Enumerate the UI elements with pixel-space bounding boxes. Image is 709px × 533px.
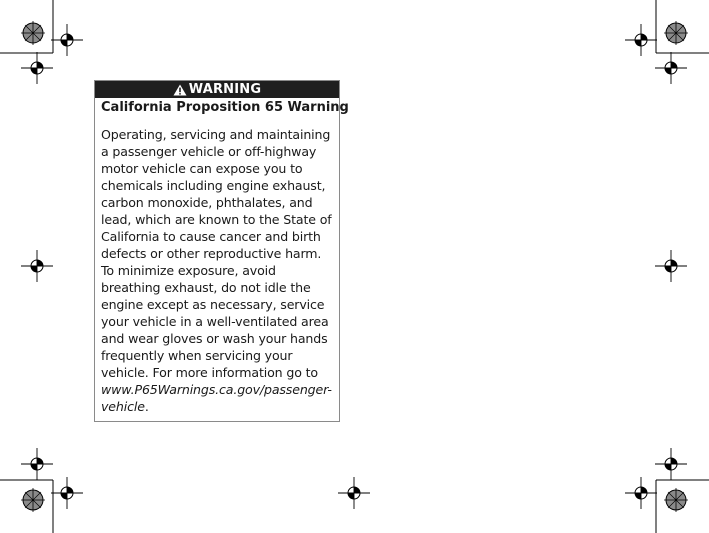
body-line: motor vehicle can expose you to <box>101 161 303 176</box>
body-line: a passenger vehicle or off-highway <box>101 144 317 159</box>
p65-url-link[interactable]: www.P65Warnings.ca.gov/passenger- <box>101 382 332 397</box>
warning-header-label: WARNING <box>188 82 262 97</box>
body-line: California to cause cancer and birth <box>101 229 321 244</box>
p65-url-link-continued[interactable]: vehicle <box>101 399 145 414</box>
body-line: Operating, servicing and maintaining <box>101 127 331 142</box>
body-line: To minimize exposure, avoid <box>101 263 276 278</box>
body-line: vehicle. For more information go to <box>101 365 318 380</box>
warning-header <box>95 81 339 98</box>
body-line: defects or other reproductive harm. <box>101 246 322 261</box>
body-line: lead, which are known to the State of <box>101 212 332 227</box>
body-line: frequently when servicing your <box>101 348 293 363</box>
prop65-warning-box <box>94 80 349 422</box>
body-line: engine except as necessary, service <box>101 297 325 312</box>
body-line: your vehicle in a well-ventilated area <box>101 314 329 329</box>
warning-triangle-icon <box>173 84 187 96</box>
body-line: chemicals including engine exhaust, <box>101 178 326 193</box>
body-line: breathing exhaust, do not idle the <box>101 280 311 295</box>
warning-title: California Proposition 65 Warning <box>101 100 349 115</box>
body-line: and wear gloves or wash your hands <box>101 331 328 346</box>
body-line: carbon monoxide, phthalates, and <box>101 195 313 210</box>
url-period: . <box>144 399 149 414</box>
warning-body <box>95 116 339 415</box>
